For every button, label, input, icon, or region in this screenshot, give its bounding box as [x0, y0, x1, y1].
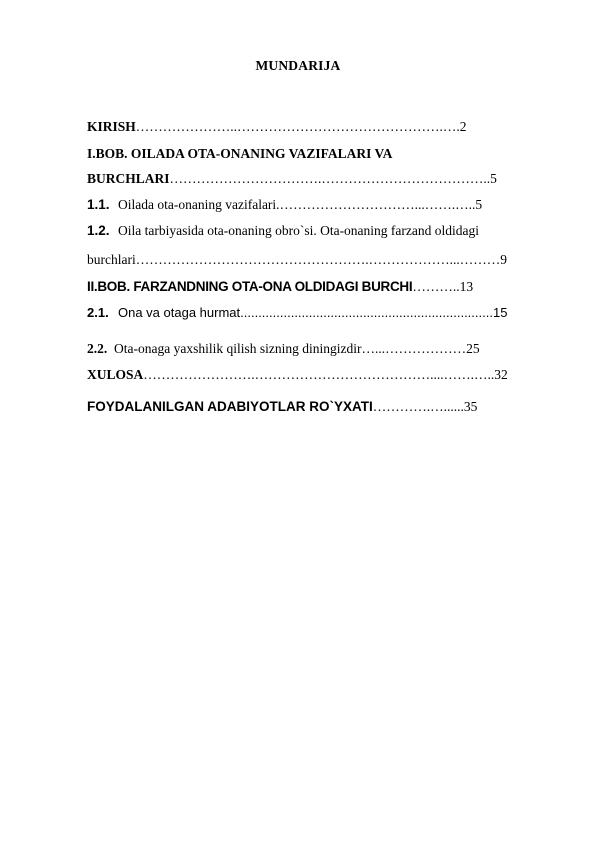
toc-section-number: 1.2. — [87, 223, 110, 238]
toc-leaders: ...................................................................... — [240, 305, 493, 320]
toc-leaders: …………………………………………….………………...……… — [135, 252, 501, 267]
toc-entry-label: Oila tarbiyasida ota-onaning obro`si. Ota-onaning farzand oldidagi — [118, 223, 480, 238]
toc-leaders: …………………………….……………………………….. — [169, 171, 491, 186]
toc-page-number: 9 — [500, 252, 507, 267]
toc-entry-chapter-1[interactable] — [87, 145, 557, 163]
toc-section-number: 2.2. — [87, 341, 108, 356]
toc-entry-label: FOYDALANILGAN ADABIYOTLAR RO`YXATI — [87, 399, 373, 414]
toc-entry-chapter-2[interactable] — [87, 278, 557, 296]
toc-page-number: 25 — [466, 341, 480, 356]
toc-entry-label: I.BOB. OILADA OTA-ONANING VAZIFALARI VA — [87, 146, 393, 161]
toc-leaders: …………………….…………………………………....…….….. — [143, 367, 495, 382]
toc-entry-1-2-cont[interactable] — [87, 251, 557, 269]
toc-page-number: 32 — [494, 367, 508, 382]
toc-leaders: …...……………… — [361, 341, 467, 356]
toc-section-number: 1.1. — [87, 197, 110, 212]
toc-entry-1-2[interactable] — [87, 222, 557, 240]
toc-leaders: …………………………...…….….. — [279, 197, 476, 212]
toc-entry-label: BURCHLARI — [87, 171, 170, 186]
toc-entry-label: Ota-onaga yaxshilik qilish sizning diningizdir — [114, 341, 362, 356]
toc-entry-references[interactable] — [87, 398, 557, 416]
toc-leaders: …………………..……………………………………….…. — [135, 119, 460, 134]
toc-entry-2-2[interactable] — [87, 340, 557, 358]
toc-entry-label: XULOSA — [87, 367, 144, 382]
page-title: MUNDARIJA — [255, 58, 341, 73]
toc-entry-kirish[interactable] — [87, 118, 557, 136]
toc-section-number: 2.1. — [87, 305, 109, 320]
toc-entry-2-1[interactable] — [87, 304, 557, 322]
toc-entry-label: KIRISH — [87, 119, 136, 134]
toc-page-number: 2 — [459, 119, 467, 134]
toc-leaders: ………….…...... — [372, 399, 464, 414]
toc-page-number: 5 — [475, 197, 483, 212]
toc-entry-chapter-1-cont[interactable] — [87, 170, 557, 188]
toc-page-number: 15 — [492, 305, 508, 320]
toc-entry-label: Oilada ota-onaning vazifalari. — [118, 197, 280, 212]
toc-page-number: 35 — [463, 399, 478, 414]
toc-leaders: ……….. — [412, 279, 460, 294]
toc-entry-label: burchlari — [87, 252, 136, 267]
toc-page-number: 5 — [490, 171, 497, 186]
toc-entry-label: II.BOB. FARZANDNING OTA-ONA OLDIDAGI BURCHI — [87, 279, 413, 294]
toc-entry-1-1[interactable] — [87, 196, 557, 214]
toc-page-number: 13 — [459, 279, 474, 294]
toc-entry-xulosa[interactable] — [87, 366, 557, 384]
toc-entry-label: Ona va otaga hurmat — [118, 305, 241, 320]
